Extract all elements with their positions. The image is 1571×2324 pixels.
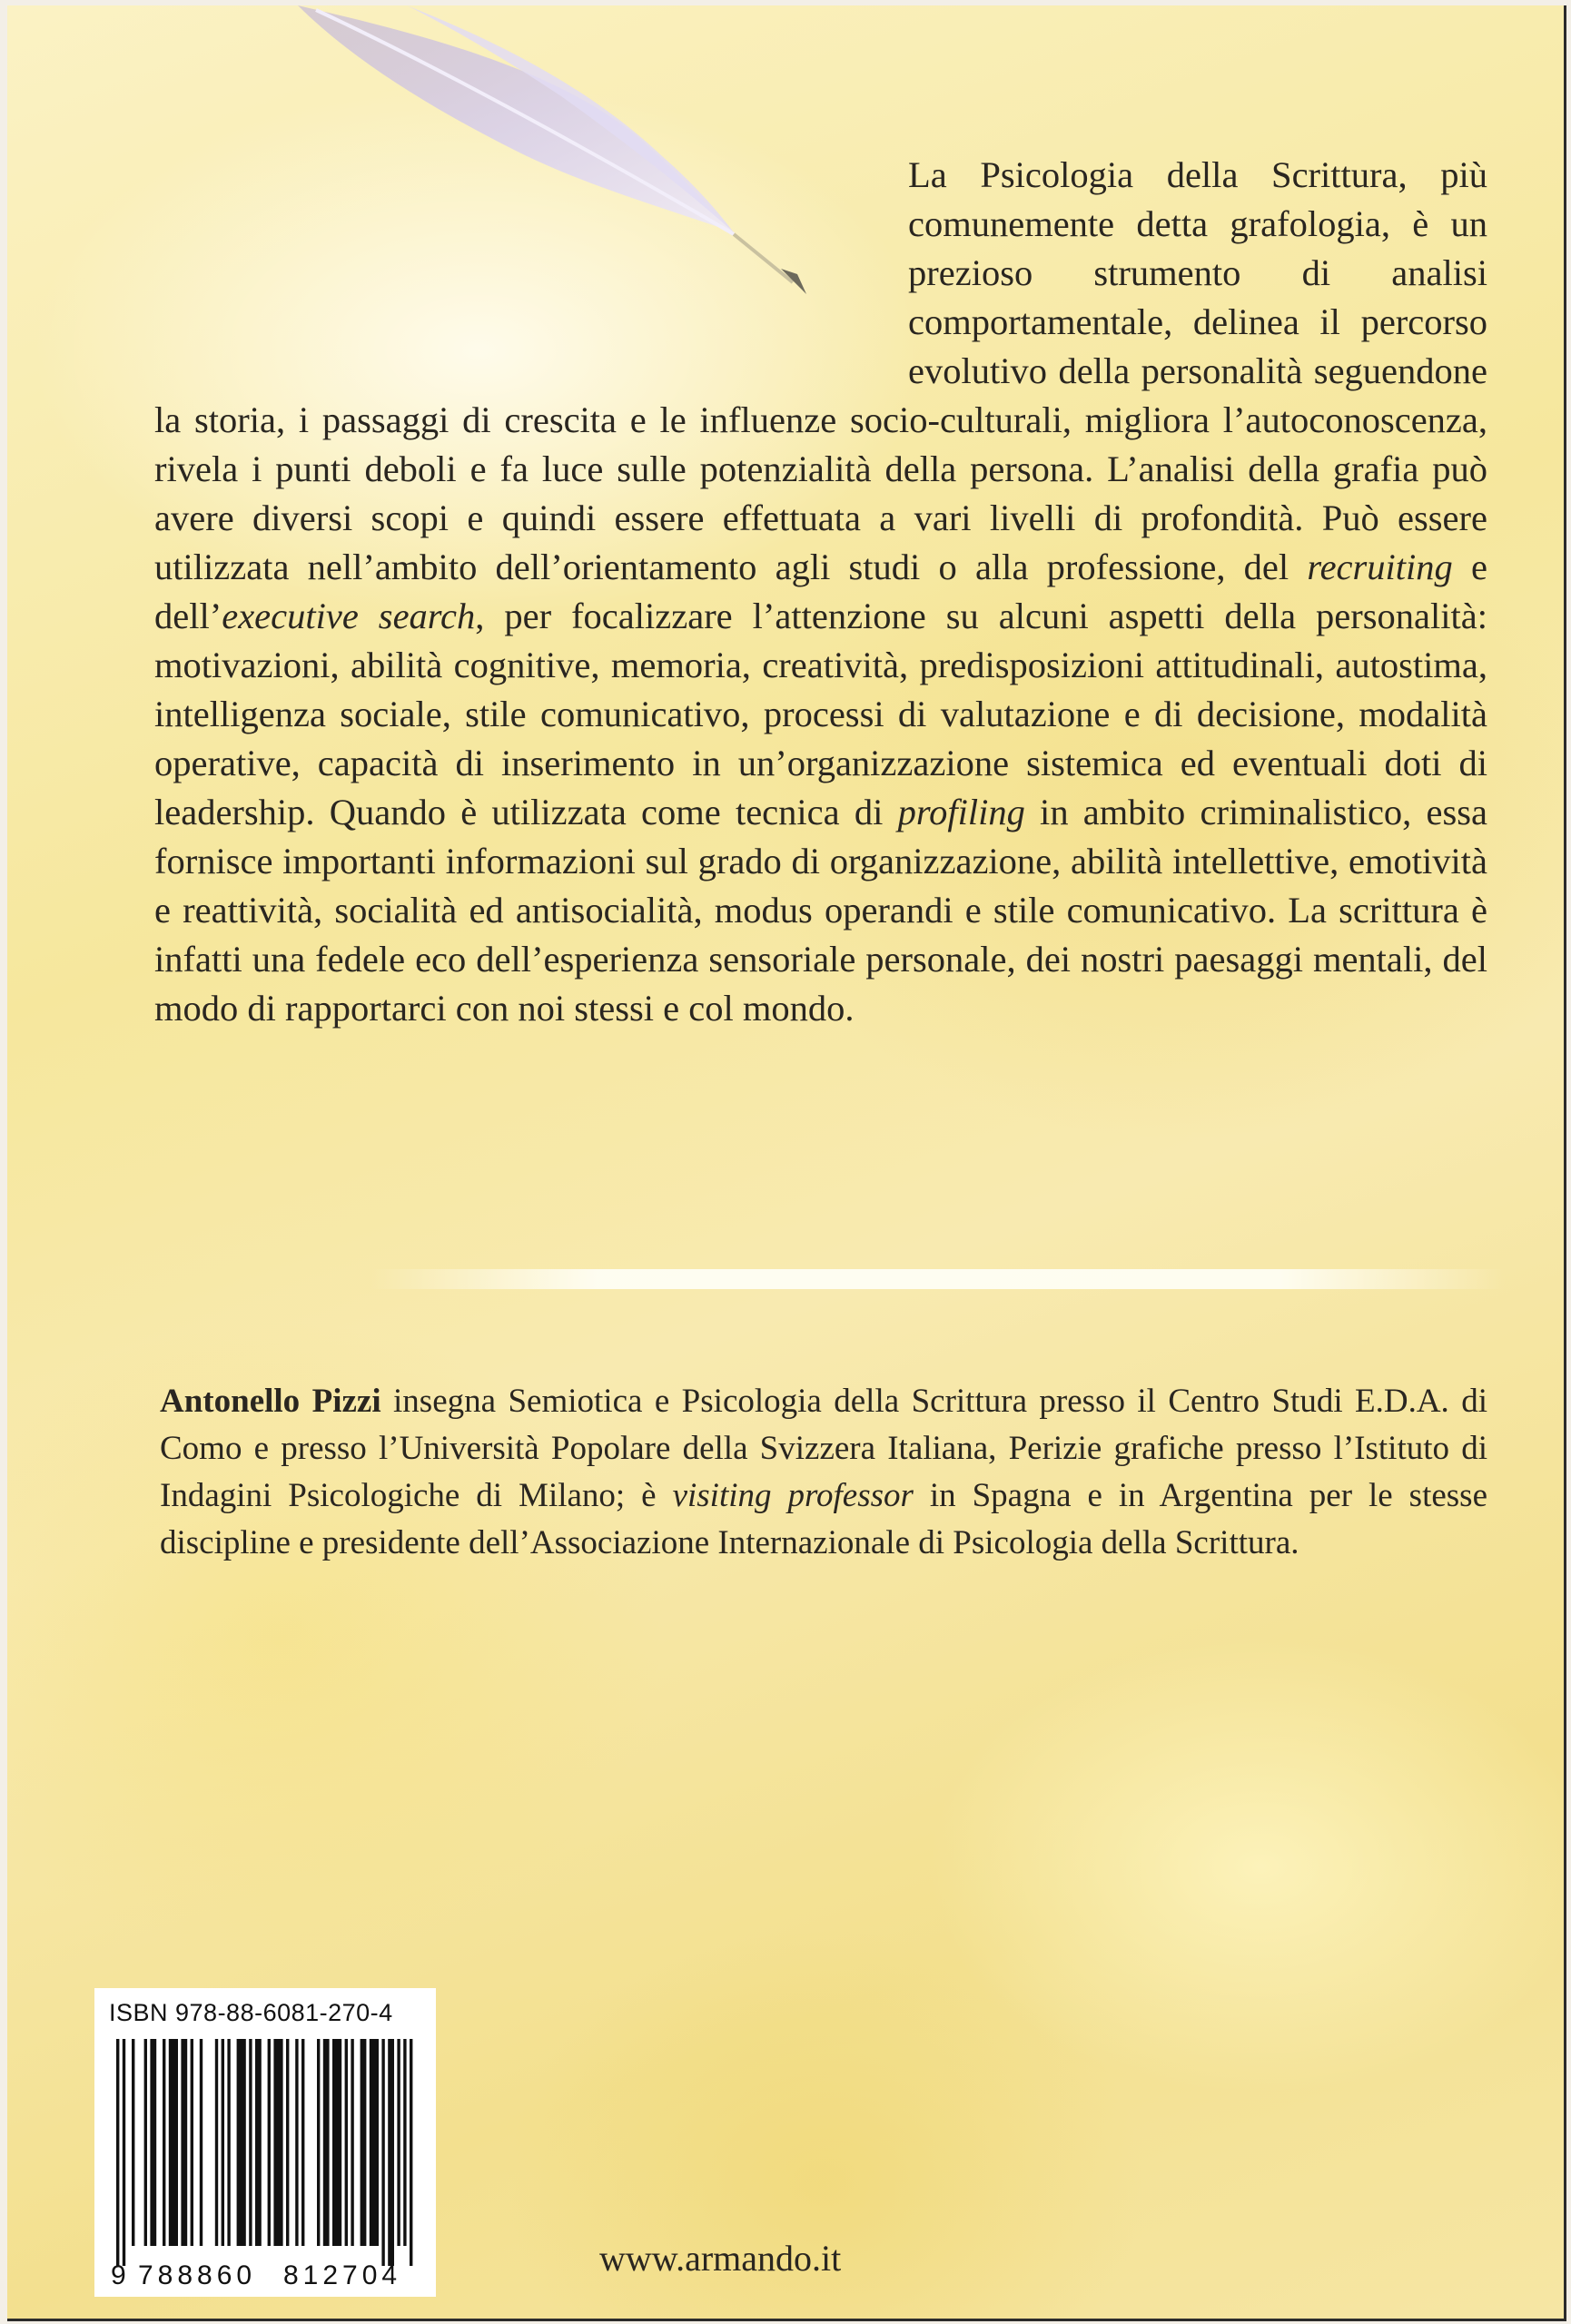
blurb-italic-recruiting: recruiting — [1307, 547, 1453, 587]
barcode-bar — [163, 2039, 165, 2246]
barcode-bar — [381, 2039, 384, 2266]
barcode-bar — [144, 2039, 147, 2246]
barcode-bar — [237, 2039, 246, 2246]
barcode-bar — [361, 2039, 367, 2246]
barcode-bar — [222, 2039, 224, 2246]
blurb-text-2: e dell’ — [154, 547, 1487, 636]
publisher-website: www.armando.it — [599, 2238, 842, 2279]
barcode-bar — [410, 2039, 412, 2266]
decorative-divider — [371, 1269, 1506, 1289]
barcode-digits-right: 812704 — [283, 2260, 402, 2290]
barcode-bar — [191, 2039, 193, 2246]
feather-space — [154, 151, 908, 369]
barcode-bar — [255, 2039, 262, 2246]
barcode-bar — [249, 2039, 252, 2246]
barcode-bar — [351, 2039, 353, 2246]
barcode-bar — [227, 2039, 230, 2246]
author-name: Antonello Pizzi — [160, 1383, 381, 1420]
barcode-bar — [200, 2039, 203, 2246]
barcode-bar — [116, 2039, 119, 2266]
barcode-digits-left: 788860 — [138, 2260, 257, 2290]
barcode-bar — [317, 2039, 320, 2246]
barcode-bar — [403, 2039, 406, 2246]
blurb-italic-executive-search: executive search — [222, 596, 476, 636]
barcode-bar — [370, 2039, 379, 2246]
barcode-bar — [268, 2039, 271, 2246]
barcode-bar — [345, 2039, 348, 2246]
barcode-bar — [323, 2039, 330, 2246]
barcode-bar — [388, 2039, 394, 2266]
barcode-bar — [150, 2039, 156, 2246]
barcode-bar — [123, 2039, 125, 2266]
barcode-bar — [332, 2039, 341, 2246]
isbn-label: ISBN 978-88-6081-270-4 — [109, 1999, 393, 2026]
bio-italic-visiting-professor: visiting professor — [672, 1477, 914, 1514]
barcode-bar — [301, 2039, 304, 2246]
barcode-bar — [169, 2039, 178, 2246]
bio-text-1: insegna Semiotica e Psicologia della Scrittura presso il Centro Studi E.D.A. di Como e presso l’Università Popolare della Svizzera Italiana, Perizie grafiche presso l’Istituto di Indagini Psicologiche di Milano; è — [160, 1383, 1488, 1514]
barcode-bar — [286, 2039, 289, 2246]
back-cover-blurb — [154, 151, 1487, 1033]
blurb-text-1: La Psicologia della Scrittura, più comunemente detta grafologia, è un prezioso strumento di analisi comportamentale, delinea il percorso evolutivo della personalità seguendone la storia, i passaggi di crescita e le influenze socio-culturali, migliora l’autoconoscenza, rivela i punti deboli e fa luce sulle potenzialità della persona. L’analisi della grafia può avere diversi scopi e quindi essere effettuata a vari livelli di profondità. Può essere utilizzata nell’ambito dell’orientamento agli studi o alla professione, del — [154, 154, 1487, 587]
author-bio — [160, 1378, 1487, 1567]
barcode-bar — [132, 2039, 134, 2246]
barcode-bar — [295, 2039, 298, 2246]
isbn-barcode — [94, 1988, 436, 2297]
barcode-bars — [104, 2039, 427, 2293]
barcode-bar — [215, 2039, 218, 2246]
blurb-text-3: , per focalizzare l’attenzione su alcuni aspetti della personalità: motivazioni, abilità cognitive, memoria, creatività, predisposizioni attitudinali, autostima, intelligenza sociale, stile comunicativo, processi di valutazione e di decisione, modalità operative, capacità di inserimento in un’organizzazione sistemica ed eventuali doti di leadership. Quando è utilizzata come tecnica di — [154, 596, 1487, 832]
blurb-italic-profiling: profiling — [897, 792, 1025, 832]
barcode-bar — [273, 2039, 282, 2246]
blurb-text-4: in ambito criminalistico, essa fornisce importanti informazioni sul grado di organizzazione, abilità intellettive, emotività e reattività, socialità ed antisocialità, modus operandi e stile comunicativo. La scrittura è infatti una fedele eco dell’esperienza sensoriale personale, dei nostri paesaggi mentali, del modo di rapportarci con noi stessi e col mondo. — [154, 792, 1487, 1029]
bio-text-2: in Spagna e in Argentina per le stesse discipline e presidente dell’Associazione Internazionale di Psicologia della Scrittura. — [160, 1477, 1487, 1561]
barcode-bar — [397, 2039, 400, 2246]
barcode-bar — [181, 2039, 187, 2246]
back-cover — [7, 5, 1566, 2321]
barcode-digit-first: 9 — [111, 2260, 126, 2290]
